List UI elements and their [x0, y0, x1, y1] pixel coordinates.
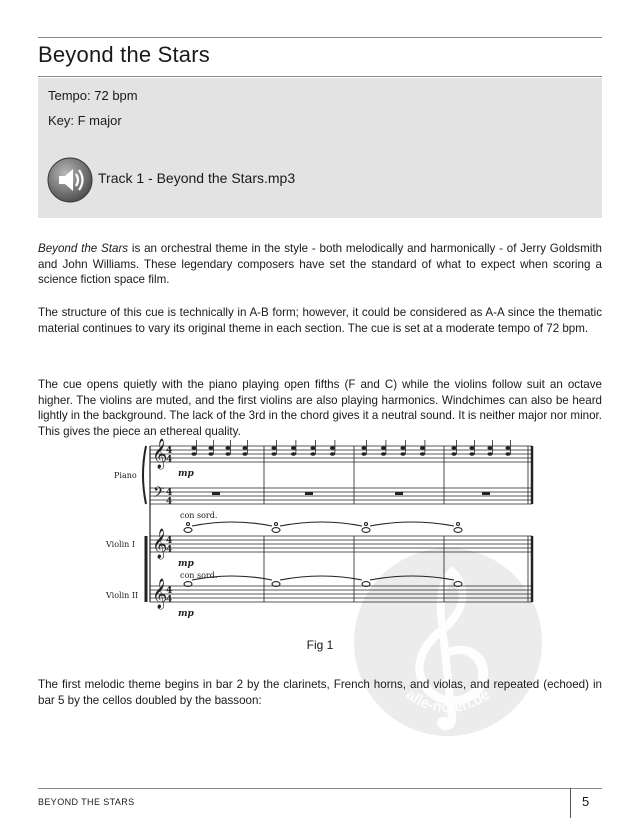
- svg-text:𝄞: 𝄞: [152, 439, 168, 469]
- top-rule: [38, 37, 602, 38]
- piano-notehead: [451, 446, 456, 450]
- label-violin2: Violin II: [106, 591, 139, 600]
- ts-piano-bottom: 4: [166, 455, 173, 465]
- piano-notehead: [505, 446, 510, 450]
- piano-notehead: [469, 452, 474, 456]
- piano-notehead: [208, 452, 213, 456]
- paragraph-4: The first melodic theme begins in bar 2 by the clarinets, French horns, and violas, and repeated (echoed) in bar 5 by the cellos doubled by the bassoon:: [38, 678, 602, 707]
- dynamic-vln1: mp: [178, 559, 194, 569]
- label-piano: Piano: [114, 471, 137, 480]
- piano-notehead: [291, 452, 296, 456]
- score-figure: [100, 438, 540, 624]
- piano-notehead: [400, 452, 405, 456]
- piano-notehead: [242, 452, 247, 456]
- piano-notehead: [420, 446, 425, 450]
- piano-notehead: [381, 452, 386, 456]
- speaker-icon[interactable]: [47, 157, 93, 203]
- svg-text:𝄞: 𝄞: [152, 529, 168, 559]
- track-link[interactable]: Track 1 - Beyond the Stars.mp3: [98, 170, 296, 186]
- paragraph-3: The cue opens quietly with the piano playing open fifths (F and C) while the violins follow suit an octave higher. The violins are muted, and the first violins are also playing harmonics. Windchimes can also be heard lightly in the background. The lack of the 3rd in the chord gives it a neutral sound. It is neither major nor minor. This gives the piece an ethereal quality.: [38, 378, 602, 438]
- page-number: 5: [582, 794, 590, 809]
- piano-notehead: [242, 446, 247, 450]
- info-box: [38, 78, 602, 218]
- key-text: Key: F major: [48, 113, 122, 128]
- ts-bass-bottom: 4: [166, 497, 173, 507]
- piano-notehead: [225, 446, 230, 450]
- footer-divider: [570, 788, 571, 818]
- piano-notehead: [208, 446, 213, 450]
- svg-text:𝄞: 𝄞: [152, 579, 168, 609]
- ts-vln2-bottom: 4: [166, 595, 173, 605]
- paragraph-1: [38, 241, 602, 288]
- piano-notehead: [191, 452, 196, 456]
- technique-vln2: con sord.: [180, 571, 218, 580]
- piano-notehead: [271, 446, 276, 450]
- piano-notehead: [291, 446, 296, 450]
- piano-notehead: [330, 452, 335, 456]
- label-violin1: Violin I: [106, 540, 135, 549]
- page-title: Beyond the Stars: [38, 42, 210, 67]
- piano-notehead: [487, 446, 492, 450]
- ts-vln2-top: 4: [166, 586, 173, 596]
- ts-vln1-bottom: 4: [166, 545, 173, 555]
- piano-notehead: [330, 446, 335, 450]
- piano-notehead: [191, 446, 196, 450]
- piano-notehead: [451, 452, 456, 456]
- piano-notehead: [400, 446, 405, 450]
- paragraph-2: The structure of this cue is technically in A-B form; however, it could be considered as A-A since the thematic material continues to vary its original theme in each section. The cue is set at a moderate tempo of 72 bpm.: [38, 306, 602, 335]
- paragraph-1-title: Beyond the Stars: [38, 242, 129, 255]
- piano-notehead: [487, 452, 492, 456]
- paragraph-1-text: is an orchestral theme in the style - both melodically and harmonically - of Jerry Goldsmith and John Williams. These legendary composers have set the standard of what to expect when scoring a science fiction space film.: [38, 242, 602, 286]
- piano-notehead: [420, 452, 425, 456]
- dynamic-piano: mp: [178, 469, 194, 479]
- piano-notehead: [225, 452, 230, 456]
- ts-piano-top: 4: [166, 446, 173, 456]
- tempo-text: Tempo: 72 bpm: [48, 88, 138, 103]
- title-rule: [38, 76, 602, 77]
- piano-notehead: [361, 452, 366, 456]
- piano-notehead: [310, 446, 315, 450]
- footer-section: BEYOND THE STARS: [38, 797, 135, 807]
- piano-notehead: [310, 452, 315, 456]
- footer-rule: [38, 788, 602, 789]
- piano-notehead: [505, 452, 510, 456]
- figure-caption: Fig 1: [306, 638, 334, 652]
- ts-vln1-top: 4: [166, 536, 173, 546]
- dynamic-vln2: mp: [178, 609, 194, 619]
- svg-text:𝄢: 𝄢: [153, 484, 165, 505]
- watermark-text: alle-noten.de: [402, 686, 494, 717]
- ts-bass-top: 4: [166, 488, 173, 498]
- piano-notehead: [381, 446, 386, 450]
- piano-notehead: [361, 446, 366, 450]
- piano-notehead: [271, 452, 276, 456]
- piano-notehead: [469, 446, 474, 450]
- technique-vln1: con sord.: [180, 511, 218, 520]
